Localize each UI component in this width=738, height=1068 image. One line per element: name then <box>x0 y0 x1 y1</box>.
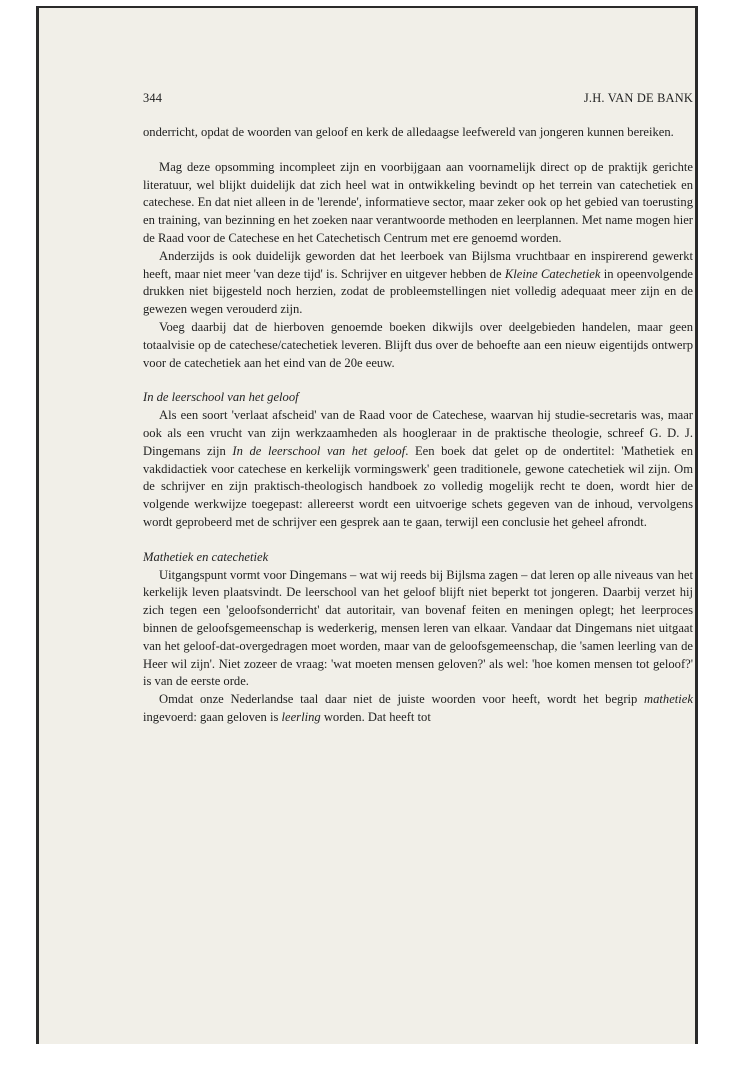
book-page <box>36 6 698 1044</box>
paragraph-1: onderricht, opdat de woorden van geloof en kerk de alledaagse leefwereld van jongeren kunnen bereiken. <box>143 125 674 139</box>
paragraph-4: Voeg daarbij dat de hierboven genoemde boeken dikwijls over deelgebieden handelen, maar geen totaalvisie op de catechese/catechetiek leveren. Blijft dus over de behoefte aan een nieuw eigentijds ontwerp voor de catechetiek aan het eind van de 20e eeuw. <box>143 319 693 370</box>
running-head <box>143 90 693 108</box>
paragraph-5: Als een soort 'verlaat afscheid' van de Raad voor de Catechese, waarvan hij studie-secretaris was, maar ook als een vrucht van zijn werkzaamheden als hoogleraar in de praktische theologie, schreef G. D. J. Dingemans zijn In de leerschool van het geloof. Een boek dat gelet op de ondertitel: 'Mathetiek en vakdidactiek voor catechese en kerkelijk vormingswerk' geen traditionele, gewone catechetiek wil zijn. Om de schrijver en zijn praktisch-theologisch handboek zo volledig mogelijk recht te doen, wordt hier de volgende werkwijze toegepast: allereerst wordt een uitvoerige schets gegeven van de inhoud, vervolgens wordt geprobeerd met de schrijver een gesprek aan te gaan, terwijl een conclusie het geheel afrondt. <box>143 408 694 529</box>
paragraph-7: Omdat onze Nederlandse taal daar niet de juiste woorden voor heeft, wordt het begrip mathetiek ingevoerd: gaan geloven is leerling worden. Dat heeft tot <box>143 692 693 724</box>
section-heading-leerschool: In de leerschool van het geloof <box>143 390 299 405</box>
term-leerling: leerling <box>281 709 321 724</box>
book-title-kleine-catechetiek: Kleine Catechetiek <box>504 266 601 281</box>
section-heading-mathetiek: Mathetiek en catechetiek <box>143 549 269 564</box>
author-name: J.H. VAN DE BANK <box>583 91 693 105</box>
book-title-leerschool: In de leerschool van het geloof <box>232 443 406 458</box>
paragraph-3: Anderzijds is ook duidelijk geworden dat het leerboek van Bijlsma vruchtbaar en inspirerend gewerkt heeft, maar niet meer 'van deze tijd' is. Schrijver en uitgever hebben de Kleine Catechetiek in opeenvolgende drukken niet bijgesteld noch herzien, zodat de probleemstellingen niet volledig adequaat meer zijn en de gewezen wegen verouderd zijn. <box>143 248 694 317</box>
term-mathetiek: mathetiek <box>644 692 693 707</box>
paragraph-6: Uitgangspunt vormt voor Dingemans – wat wij reeds bij Bijlsma zagen – dat leren op alle niveaus van het kerkelijk leven plaatsvindt. De leerschool van het geloof blijft niet beperkt tot jongeren. Daarbij verzet hij zich tegen een 'geloofsonderricht' dat autoritair, van bovenaf feiten en meningen oplegt; het leerproces binnen de geloofsgemeenschap is wederkerig, mensen leren van elkaar. Vandaar dat Dingemans niet uitgaat van het geloof-dat-overgedragen moet worden, maar van de geloofsgemeenschap, die 'samen leerling van de Heer wil zijn'. Niet zozeer de vraag: 'wat moeten mensen geloven?' als wel: 'hoe komen mensen tot geloof?' is van de eerste orde. <box>143 567 693 689</box>
body-text <box>143 124 693 727</box>
page-number: 344 <box>143 91 163 105</box>
paragraph-2: Mag deze opsomming incompleet zijn en voorbijgaan aan voornamelijk direct op de praktijk gerichte literatuur, wel blijkt duidelijk dat zich heel wat in ontwikkeling bevindt op het terrein van catechetiek en catechese. En dat niet alleen in de 'lerende', informatieve sector, maar zeker ook op het gebied van toerusting en training, van bezinning en het zoeken naar verantwoorde methoden en leerplannen. Met name mogen hier de Raad voor de Catechese en het Catechetisch Centrum met ere genoemd worden. <box>143 159 693 245</box>
